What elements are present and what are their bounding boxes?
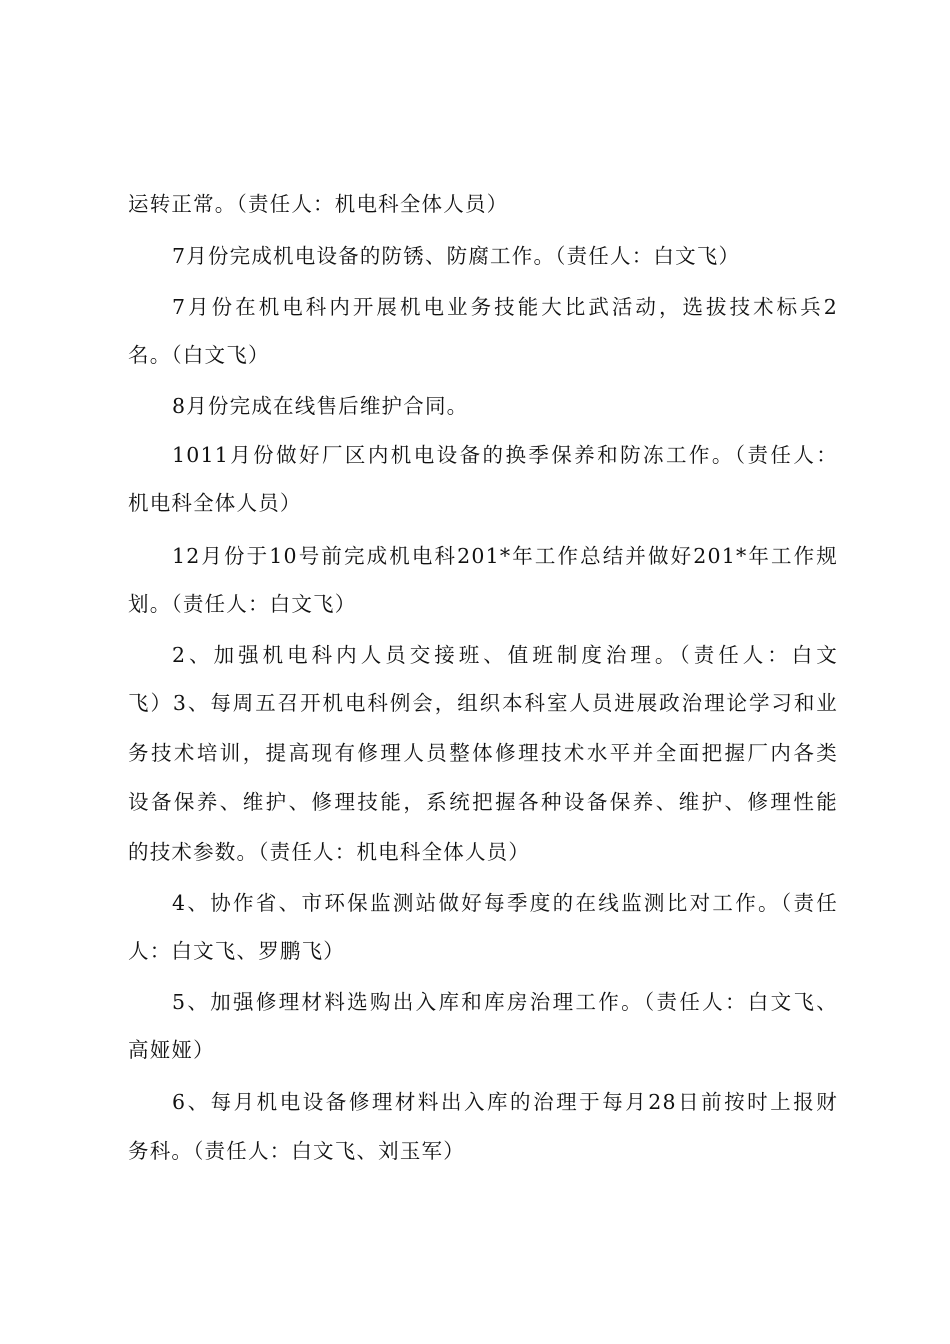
paragraph-8-line-1: 4、协作省、市环保监测站做好每季度的在线监测比对工作。（责任 <box>172 891 838 915</box>
paragraph-3-line-2: 名。（白文飞） <box>128 343 270 367</box>
paragraph-10-line-1: 6、每月机电设备修理材料出入库的治理于每月28日前按时上报财 <box>172 1090 838 1114</box>
paragraph-6-line-2: 划。（责任人：白文飞） <box>128 592 357 616</box>
paragraph-2-line-1: 7月份完成机电设备的防锈、防腐工作。（责任人：白文飞） <box>172 244 741 268</box>
paragraph-10-line-2: 务科。（责任人：白文飞、刘玉军） <box>128 1139 465 1163</box>
paragraph-7-line-3: 务技术培训，提高现有修理人员整体修理技术水平并全面把握厂内各类 <box>128 741 838 765</box>
paragraph-9-line-2: 高娅娅） <box>128 1038 215 1062</box>
paragraph-5-line-1: 1011月份做好厂区内机电设备的换季保养和防冻工作。（责任人： <box>172 443 838 467</box>
paragraph-3-line-1: 7月份在机电科内开展机电业务技能大比武活动，选拔技术标兵2 <box>172 295 838 319</box>
paragraph-7-line-2: 飞）3、每周五召开机电科例会，组织本科室人员进展政治理论学习和业 <box>128 691 838 715</box>
paragraph-1-line-1: 运转正常。（责任人：机电科全体人员） <box>128 192 509 216</box>
paragraph-7-line-1: 2、加强机电科内人员交接班、值班制度治理。（责任人：白文 <box>172 643 838 667</box>
paragraph-9-line-1: 5、加强修理材料选购出入库和库房治理工作。（责任人：白文飞、 <box>172 990 838 1014</box>
paragraph-8-line-2: 人：白文飞、罗鹏飞） <box>128 939 345 963</box>
paragraph-7-line-4: 设备保养、维护、修理技能，系统把握各种设备保养、维护、修理性能 <box>128 790 838 814</box>
paragraph-4-line-1: 8月份完成在线售后维护合同。 <box>172 394 469 418</box>
paragraph-6-line-1: 12月份于10号前完成机电科201*年工作总结并做好201*年工作规 <box>172 544 838 568</box>
paragraph-5-line-2: 机电科全体人员） <box>128 491 302 515</box>
paragraph-7-line-5: 的技术参数。（责任人：机电科全体人员） <box>128 840 531 864</box>
